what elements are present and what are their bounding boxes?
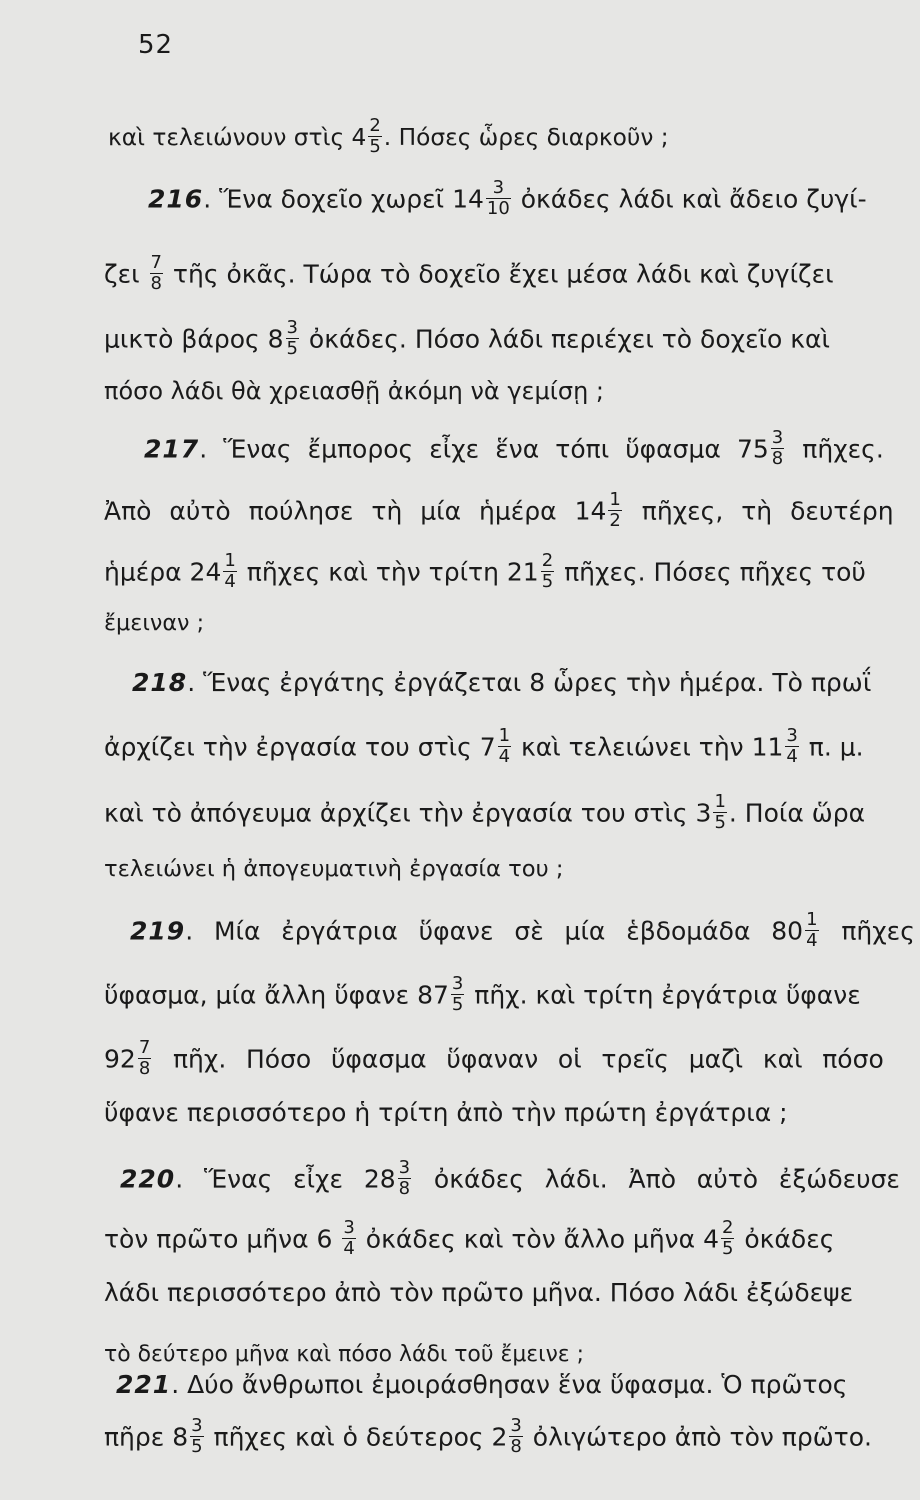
text-run: π. μ.: [800, 732, 864, 762]
text-line: [116, 1370, 847, 1400]
text-run: πῆχες, τὴ δευτέρη: [623, 496, 894, 526]
fraction-numerator: 3: [510, 1415, 522, 1436]
text-run: . Μία ἐργάτρια ὕφανε σὲ μία ἑβδομάδα 80: [185, 916, 804, 946]
text-run: . Δύο ἄνθρωποι ἐμοιράσθησαν ἕνα ὕφασμα. Ὁ πρῶτος: [171, 1370, 848, 1399]
text-run: τελειώνει ἡ ἀπογευματινὴ ἐργασία του ;: [104, 856, 564, 882]
fraction-numerator: 1: [498, 725, 511, 746]
text-run: τὸ δεύτερο μῆνα καὶ πόσο λάδι τοῦ ἔμεινε ;: [104, 1342, 585, 1367]
text-line: [104, 489, 894, 533]
text-run: ὕφανε περισσότερο ἡ τρίτη ἀπὸ τὴν πρώτη ἐργάτρια ;: [104, 1098, 788, 1127]
text-run: πῆχες: [820, 916, 915, 946]
fraction-denominator: 4: [498, 746, 511, 767]
fraction-denominator: 5: [286, 338, 298, 359]
text-run: Ἀπὸ αὐτὸ πούλησε τὴ μία ἡμέρα 14: [104, 496, 607, 526]
fraction: [342, 1218, 355, 1259]
text-run: ὀκάδες. Πόσο λάδι περιέχει τὸ δοχεῖο καὶ: [300, 324, 830, 354]
text-run: πῆχες.: [786, 434, 884, 464]
text-line: [104, 550, 866, 594]
text-line: [104, 317, 830, 361]
text-line: [104, 1098, 788, 1128]
text-run: τὸν πρῶτο μῆνα 6: [104, 1224, 341, 1254]
text-run: . Πόσες ὧρες διαρκοῦν ;: [383, 124, 669, 151]
text-run: πῆρε 8: [104, 1422, 189, 1452]
fraction-denominator: 4: [224, 571, 236, 592]
text-line: [104, 1415, 872, 1459]
fraction: [451, 974, 464, 1015]
problem-number: 216: [148, 184, 204, 214]
fraction-numerator: 3: [286, 317, 298, 338]
fraction-denominator: 5: [714, 812, 726, 833]
text-run: τῆς ὀκᾶς. Τώρα τὸ δοχεῖο ἔχει μέσα λάδι καὶ ζυγίζει: [164, 259, 834, 289]
fraction-numerator: 3: [486, 178, 511, 199]
text-run: . Ἕνας ἔμπορος εἶχε ἕνα τόπι ὕφασμα 75: [199, 434, 769, 464]
text-line: [144, 427, 884, 471]
fraction: [286, 318, 299, 359]
text-line: [104, 854, 564, 884]
text-run: πόσο λάδι θὰ χρειασθῇ ἀκόμη νὰ γεμίσῃ ;: [104, 377, 604, 405]
fraction: [608, 490, 621, 531]
fraction-numerator: 1: [714, 791, 726, 812]
text-line: [104, 376, 604, 406]
text-line: [120, 1157, 900, 1201]
text-run: ἡμέρα 24: [104, 557, 222, 587]
fraction: [486, 178, 511, 219]
fraction-denominator: 4: [343, 1238, 355, 1259]
text-line: [104, 725, 864, 769]
fraction: [805, 910, 818, 951]
fraction: [150, 253, 163, 294]
fraction-denominator: 5: [541, 571, 554, 592]
fraction-denominator: 5: [369, 136, 381, 157]
fraction: [498, 726, 511, 767]
problem-number: 217: [144, 434, 200, 464]
text-line: [104, 608, 204, 638]
text-run: ὕφασμα, μία ἄλλη ὕφανε 87: [104, 980, 449, 1010]
text-run: . Ἕνας ἐργάτης ἐργάζεται 8 ὧρες τὴν ἡμέρα. Τὸ πρωΐ: [187, 668, 872, 697]
text-run: . Ἕνας εἶχε 28: [175, 1164, 396, 1194]
page-number: 52: [138, 30, 174, 60]
text-run: πῆχες. Πόσες πῆχες τοῦ: [556, 557, 866, 587]
fraction-numerator: 1: [224, 550, 236, 571]
text-line: [108, 115, 669, 159]
fraction: [785, 726, 798, 767]
fraction: [509, 1416, 522, 1457]
text-run: πῆχες καὶ τὴν τρίτη 21: [238, 557, 539, 587]
fraction-denominator: 5: [191, 1436, 203, 1457]
text-line: [132, 668, 871, 698]
fraction: [721, 1218, 734, 1259]
text-line: [104, 1340, 584, 1370]
text-run: πῆχ. Πόσο ὕφασμα ὕφαναν οἱ τρεῖς μαζὶ καὶ πόσο: [153, 1044, 884, 1074]
fraction-denominator: 2: [609, 510, 621, 531]
fraction-numerator: 2: [541, 550, 554, 571]
text-run: . Ποία ὥρα: [728, 798, 866, 828]
fraction-denominator: 5: [721, 1238, 734, 1259]
text-run: λάδι περισσότερο ἀπὸ τὸν πρῶτο μῆνα. Πόσο λάδι ἐξώδεψε: [104, 1278, 854, 1307]
fraction: [190, 1416, 203, 1457]
text-run: ὀλιγώτερο ἀπὸ τὸν πρῶτο.: [524, 1422, 872, 1452]
fraction-numerator: 3: [398, 1157, 411, 1178]
fraction-denominator: 4: [786, 746, 798, 767]
fraction-denominator: 8: [138, 1058, 151, 1079]
fraction-numerator: 3: [771, 427, 784, 448]
text-run: ζει: [104, 259, 148, 289]
fraction-denominator: 8: [150, 273, 162, 294]
text-run: καὶ τελειώνει τὴν 11: [513, 732, 784, 762]
text-run: . Ἕνα δοχεῖο χωρεῖ 14: [203, 184, 484, 214]
text-run: ἔμειναν ;: [104, 610, 205, 636]
fraction: [541, 551, 554, 592]
problem-number: 221: [116, 1370, 172, 1399]
text-line: [148, 177, 867, 221]
text-run: 92: [104, 1044, 136, 1074]
fraction-numerator: 3: [343, 1217, 355, 1238]
text-run: πῆχες καὶ ὁ δεύτερος 2: [205, 1422, 508, 1452]
text-run: καὶ τελειώνουν στὶς 4: [108, 124, 367, 151]
fraction-denominator: 8: [771, 448, 784, 469]
text-run: καὶ τὸ ἀπόγευμα ἀρχίζει τὴν ἐργασία του στὶς 3: [104, 798, 712, 828]
problem-number: 220: [120, 1164, 176, 1194]
text-run: πῆχ. καὶ τρίτη ἐργάτρια ὕφανε: [466, 980, 861, 1010]
fraction-denominator: 5: [451, 994, 464, 1015]
fraction: [771, 428, 784, 469]
fraction-numerator: 7: [138, 1037, 151, 1058]
problem-number: 218: [132, 668, 188, 697]
fraction: [368, 116, 381, 157]
text-line: [104, 1037, 884, 1081]
fraction-numerator: 2: [721, 1217, 734, 1238]
text-run: ὀκάδες λάδι. Ἀπὸ αὐτὸ ἐξώδευσε: [413, 1164, 900, 1194]
fraction-denominator: 4: [806, 930, 818, 951]
fraction-denominator: 8: [510, 1436, 522, 1457]
fraction-numerator: 1: [806, 909, 818, 930]
text-line: [104, 1278, 853, 1308]
fraction: [713, 792, 726, 833]
text-run: μικτὸ βάρος 8: [104, 324, 284, 354]
text-line: [104, 252, 834, 296]
fraction-denominator: 8: [398, 1178, 411, 1199]
problem-number: 219: [130, 916, 186, 946]
fraction: [223, 551, 236, 592]
text-run: ὀκάδες: [736, 1224, 835, 1254]
fraction: [398, 1158, 411, 1199]
fraction-numerator: 2: [369, 115, 381, 136]
text-line: [104, 791, 866, 835]
fraction-numerator: 3: [191, 1415, 203, 1436]
fraction: [138, 1038, 151, 1079]
text-line: [104, 973, 861, 1017]
fraction-denominator: 10: [486, 198, 510, 219]
text-run: ὀκάδες καὶ τὸν ἄλλο μῆνα 4: [357, 1224, 719, 1254]
fraction-numerator: 7: [150, 252, 162, 273]
text-line: [130, 909, 915, 953]
fraction-numerator: 3: [786, 725, 798, 746]
text-run: ὀκάδες λάδι καὶ ἄδειο ζυγί-: [512, 184, 867, 214]
fraction-numerator: 1: [609, 489, 621, 510]
text-line: [104, 1217, 835, 1261]
fraction-numerator: 3: [451, 973, 464, 994]
text-run: ἀρχίζει τὴν ἐργασία του στὶς 7: [104, 732, 496, 762]
